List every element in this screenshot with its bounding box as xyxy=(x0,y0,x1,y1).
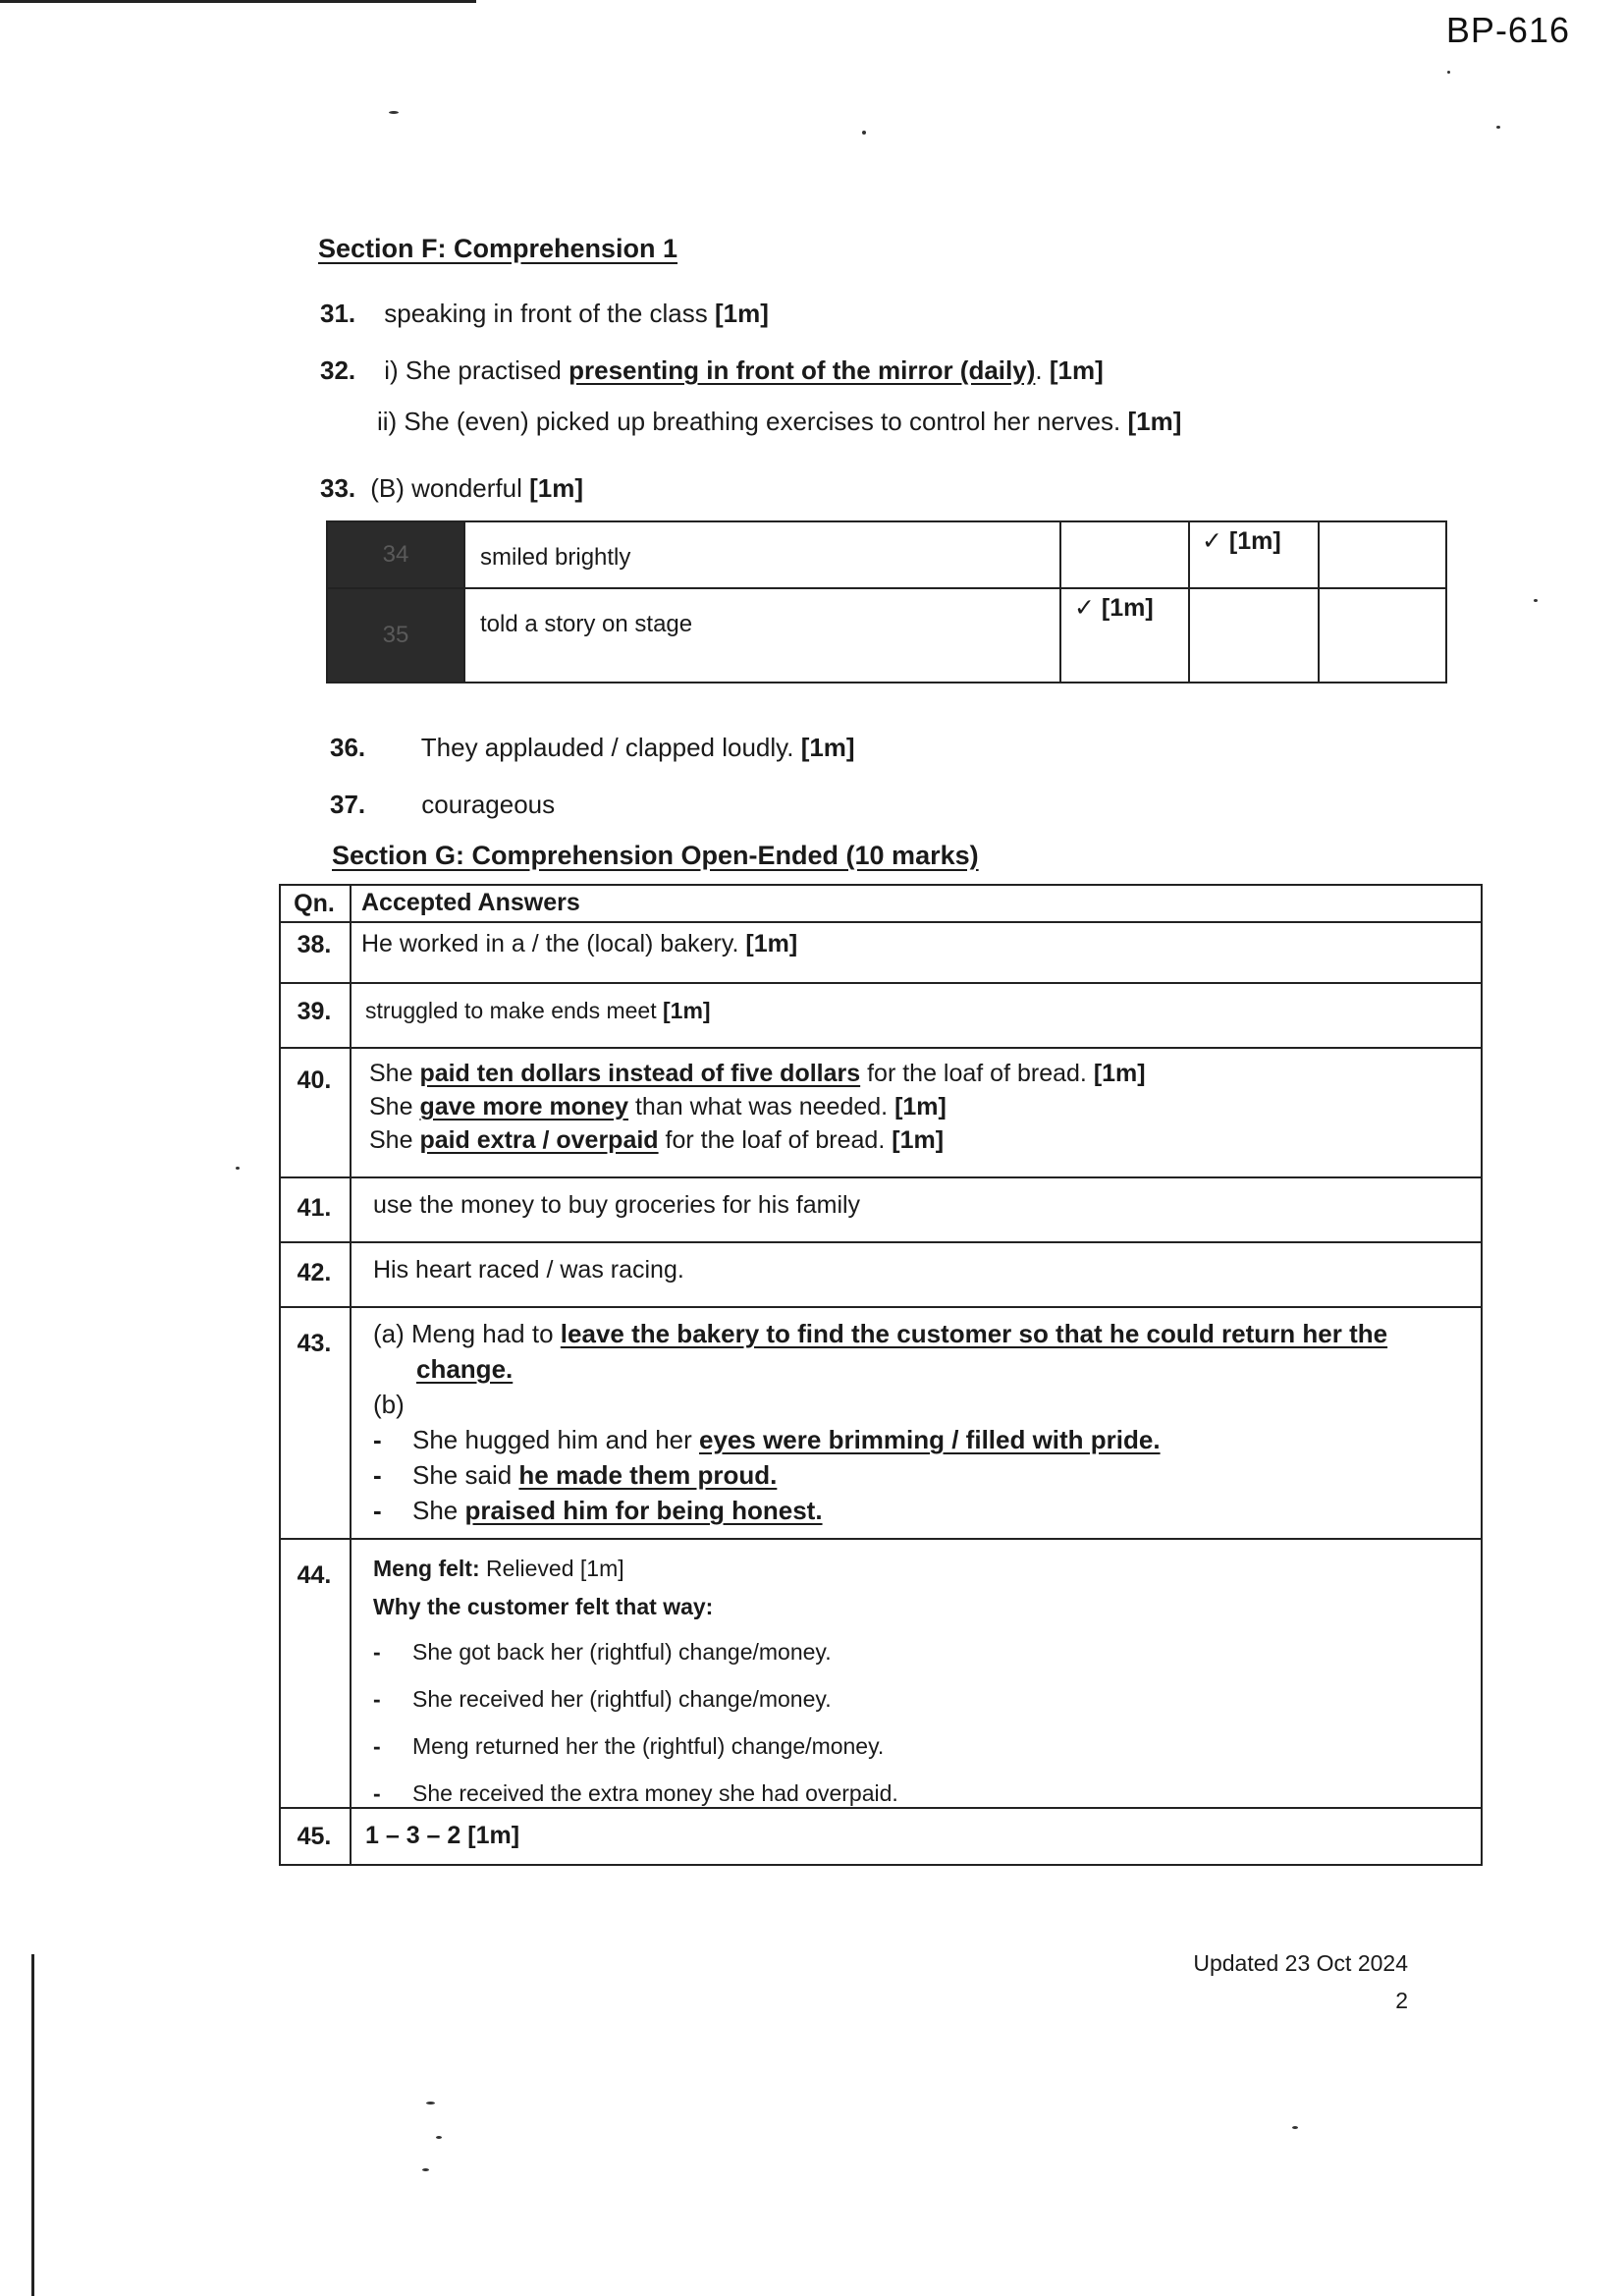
mark: [1m] xyxy=(892,1126,945,1154)
bullet-dash: - xyxy=(373,1460,382,1490)
underlined-keyphrase: paid ten dollars instead of five dollars xyxy=(419,1060,861,1087)
answer-text: for the loaf of bread. xyxy=(665,1126,886,1154)
label: Meng felt: xyxy=(373,1556,480,1581)
mark: [1m] xyxy=(529,473,583,503)
answer-40 xyxy=(369,1057,1146,1157)
answer-text: He worked in a / the (local) bakery. xyxy=(361,930,739,957)
answer-32-ii xyxy=(377,407,1181,437)
mark: [1m] xyxy=(1093,1060,1146,1087)
answer-45: 1 – 3 – 2 [1m] xyxy=(365,1822,520,1849)
answer-text: for the loaf of bread. xyxy=(867,1060,1087,1087)
row-divider xyxy=(279,921,1483,923)
column-divider xyxy=(279,884,281,1866)
scan-speck xyxy=(422,2168,429,2171)
mark: [1m] xyxy=(800,733,855,762)
question-number: 37. xyxy=(330,790,366,819)
underlined-keyphrase: gave more money xyxy=(419,1093,629,1121)
answer-text: She xyxy=(369,1093,413,1121)
footer-updated-date: Updated 23 Oct 2024 xyxy=(1193,1950,1408,1976)
answer-text: They applauded / clapped loudly. xyxy=(420,733,794,762)
reason-item xyxy=(373,1675,898,1722)
scan-speck xyxy=(389,111,399,114)
answer-36 xyxy=(330,733,855,763)
answer-label-b: (b) xyxy=(373,1390,405,1419)
reason-text: Meng returned her the (rightful) change/money. xyxy=(412,1733,885,1759)
underlined-keyphrase: presenting in front of the mirror (daily) xyxy=(568,355,1036,385)
scan-speck xyxy=(436,2136,442,2139)
answer-33 xyxy=(320,473,583,504)
tick-mark: ✓ [1m] xyxy=(1202,527,1281,555)
answer-text: Relieved [1m] xyxy=(486,1556,624,1581)
answer-text: (B) wonderful xyxy=(370,473,522,503)
question-number: 32. xyxy=(320,355,356,385)
row-divider xyxy=(279,1538,1483,1540)
scan-speck xyxy=(862,131,866,135)
row-divider xyxy=(279,1864,1483,1866)
mark: [1m] xyxy=(715,299,769,328)
statement-text: smiled brightly xyxy=(480,544,631,571)
answer-table-section-g xyxy=(279,884,1483,1866)
document-code: BP-616 xyxy=(1445,10,1570,50)
answer-text: She hugged him and her xyxy=(412,1425,692,1454)
why-label: Why the customer felt that way: xyxy=(373,1594,714,1619)
question-number: 41. xyxy=(297,1194,332,1222)
answer-text: She xyxy=(369,1126,413,1154)
answer-text: speaking in front of the class xyxy=(384,299,708,328)
bullet-dash: - xyxy=(373,1780,381,1806)
question-number: 36. xyxy=(330,733,366,762)
row-divider xyxy=(279,1306,1483,1308)
answer-37 xyxy=(330,790,555,820)
reason-item xyxy=(373,1628,898,1675)
answer-line xyxy=(369,1123,1146,1157)
answer-31 xyxy=(320,299,769,329)
question-number: 33. xyxy=(320,473,356,503)
answer-text: courageous xyxy=(421,790,556,819)
answer-42: His heart raced / was racing. xyxy=(373,1256,684,1284)
answer-text: struggled to make ends meet xyxy=(365,998,657,1023)
row-divider xyxy=(279,982,1483,984)
section-g-heading: Section G: Comprehension Open-Ended (10 marks) xyxy=(332,841,979,870)
question-number-cell: 34 xyxy=(328,522,465,587)
scan-speck xyxy=(426,2102,435,2105)
reason-text: She got back her (rightful) change/money. xyxy=(412,1639,832,1665)
mark: [1m] xyxy=(663,998,711,1023)
bullet-dash: - xyxy=(373,1639,381,1665)
scan-speck xyxy=(1292,2126,1298,2129)
answer-line-a xyxy=(373,1316,1387,1351)
answer-line-b3 xyxy=(373,1493,1387,1528)
question-number: 40. xyxy=(297,1066,332,1094)
column-divider xyxy=(1481,884,1483,1866)
reason-text: She received her (rightful) change/money. xyxy=(412,1686,832,1712)
answer-text: She said xyxy=(412,1460,513,1490)
mark: [1m] xyxy=(894,1093,947,1121)
answer-line-a-cont xyxy=(373,1351,1387,1387)
row-divider xyxy=(279,1241,1483,1243)
answer-44 xyxy=(373,1552,898,1817)
answer-text: ii) She (even) picked up breathing exercises to control her nerves. xyxy=(377,407,1121,436)
question-number: 44. xyxy=(297,1561,332,1589)
scan-speck xyxy=(1447,71,1450,74)
question-number: 31. xyxy=(320,299,356,328)
header-accepted-answers: Accepted Answers xyxy=(361,889,580,916)
header-qn: Qn. xyxy=(294,890,335,917)
underlined-keyphrase: he made them proud. xyxy=(518,1460,778,1490)
answer-38 xyxy=(361,927,797,960)
answer-43 xyxy=(373,1316,1387,1528)
scan-speck xyxy=(1496,126,1500,129)
bullet-dash: - xyxy=(373,1733,381,1759)
answer-line xyxy=(369,1057,1146,1090)
underlined-keyphrase: praised him for being honest. xyxy=(464,1496,823,1525)
answer-text: She xyxy=(412,1496,459,1525)
answer-text: (a) Meng had to xyxy=(373,1319,554,1348)
scan-speck xyxy=(236,1167,240,1170)
page-number: 2 xyxy=(1395,1988,1408,2013)
column-divider xyxy=(1188,522,1190,683)
section-f-heading: Section F: Comprehension 1 xyxy=(318,234,678,263)
bullet-dash: - xyxy=(373,1425,382,1454)
reason-item xyxy=(373,1770,898,1817)
table-row xyxy=(328,522,1445,589)
top-rule xyxy=(0,0,476,3)
underlined-keyphrase: eyes were brimming / filled with pride. xyxy=(699,1425,1161,1454)
reason-item xyxy=(373,1722,898,1770)
underlined-keyphrase: leave the bakery to find the customer so that he could return her the xyxy=(560,1319,1388,1348)
answer-line-b1 xyxy=(373,1422,1387,1457)
table-row xyxy=(328,589,1445,682)
column-divider xyxy=(1059,522,1061,683)
bullet-dash: - xyxy=(373,1496,382,1525)
column-divider xyxy=(350,884,352,1866)
tick-mark: ✓ [1m] xyxy=(1074,594,1154,622)
answer-text: i) She practised xyxy=(384,355,562,385)
underlined-keyphrase: change. xyxy=(416,1354,514,1384)
reason-text: She received the extra money she had overpaid. xyxy=(412,1780,898,1806)
punctuation: . xyxy=(1035,355,1043,385)
question-number-cell: 35 xyxy=(328,589,465,682)
answer-line-b2 xyxy=(373,1457,1387,1493)
question-number: 38. xyxy=(297,931,332,958)
question-number: 43. xyxy=(297,1330,332,1357)
question-number: 45. xyxy=(297,1823,332,1850)
mark: [1m] xyxy=(1127,407,1182,436)
underlined-keyphrase: paid extra / overpaid xyxy=(419,1126,659,1154)
answer-text: She xyxy=(369,1060,413,1087)
row-divider xyxy=(279,1176,1483,1178)
mark: [1m] xyxy=(745,930,798,957)
answer-32-i xyxy=(320,355,1104,386)
statement-text: told a story on stage xyxy=(480,611,693,637)
scan-speck xyxy=(1534,599,1538,602)
answer-line xyxy=(373,1552,898,1585)
answer-table-34-35 xyxy=(326,520,1447,683)
answer-41: use the money to buy groceries for his family xyxy=(373,1191,861,1219)
row-divider xyxy=(279,1047,1483,1049)
mark: [1m] xyxy=(1049,355,1104,385)
question-number: 39. xyxy=(297,998,332,1025)
column-divider xyxy=(1318,522,1320,683)
left-margin-rule xyxy=(31,1954,34,2296)
answer-text: than what was needed. xyxy=(634,1093,889,1121)
question-number: 42. xyxy=(297,1259,332,1286)
answer-39 xyxy=(365,994,711,1027)
answer-line xyxy=(369,1090,1146,1123)
bullet-dash: - xyxy=(373,1686,381,1712)
